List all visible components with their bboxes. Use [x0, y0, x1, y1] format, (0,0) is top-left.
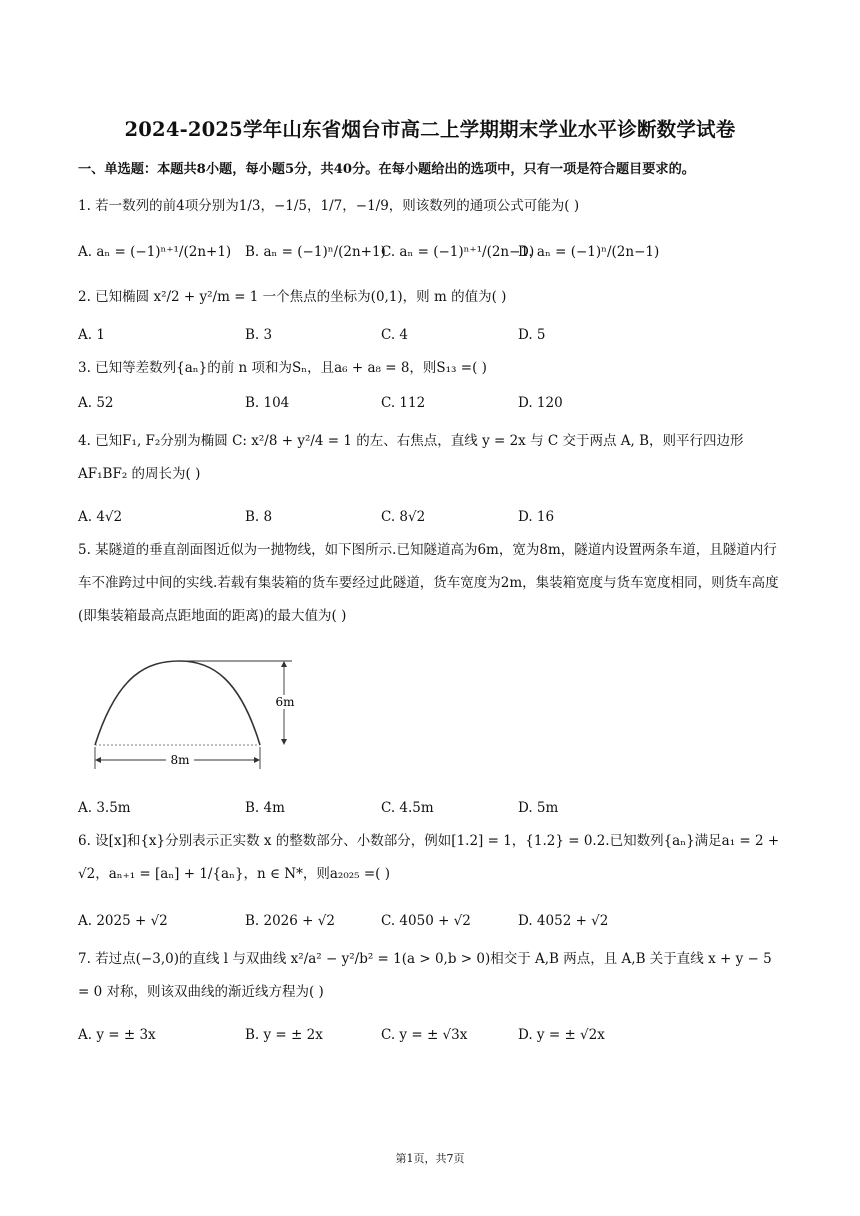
option-d: D. 5: [518, 327, 546, 343]
option-a: A. aₙ = (−1)ⁿ⁺¹/(2n+1): [78, 244, 232, 260]
section-header: 一、单选题：本题共8小题，每小题5分，共40分。在每小题给出的选项中，只有一项是符合题目要求的。: [78, 162, 695, 177]
options-1: [78, 244, 783, 274]
option-b: B. 3: [245, 327, 273, 343]
option-b: B. aₙ = (−1)ⁿ/(2n+1): [245, 244, 386, 260]
option-c: C. y = ± √3x: [381, 1027, 468, 1043]
option-d: D. 16: [518, 509, 555, 525]
question-7: 7. 若过点(−3,0)的直线 l 与双曲线 x²/a² − y²/b² = 1(a > 0,b > 0)相交于 A,B 两点，且 A,B 关于直线 x + y − 5 = 0 对称，则该双曲线的渐近线方程为( ): [78, 951, 772, 1000]
option-a: A. 52: [78, 395, 114, 411]
option-a: A. 2025 + √2: [78, 913, 168, 929]
option-a: A. y = ± 3x: [78, 1027, 156, 1043]
option-c: C. 4.5m: [381, 800, 434, 816]
option-c: C. 4: [381, 327, 409, 343]
arrow-down: [281, 739, 287, 745]
height-label: 6m: [275, 695, 295, 709]
option-c: C. 4050 + √2: [381, 913, 471, 929]
question-1: 1. 若一数列的前4项分别为1/3，−1/5，1/7，−1/9，则该数列的通项公式可能为( ): [78, 198, 580, 214]
arrow-up: [281, 661, 287, 667]
arrow-left: [95, 757, 101, 763]
arrow-right: [254, 757, 260, 763]
option-d: D. 4052 + √2: [518, 913, 609, 929]
option-b: B. 2026 + √2: [245, 913, 335, 929]
question-6: 6. 设[x]和{x}分别表示正实数 x 的整数部分、小数部分，例如[1.2] = 1，{1.2} = 0.2.已知数列{aₙ}满足a₁ = 2 + √2，aₙ₊₁ = [aₙ] + 1/{aₙ}，n ∈ N*，则a₂₀₂₅ =( ): [78, 833, 780, 882]
tunnel-diagram: [88, 655, 300, 773]
option-b: B. y = ± 2x: [245, 1027, 323, 1043]
question-3: 3. 已知等差数列{aₙ}的前 n 项和为Sₙ，且a₆ + a₈ = 8，则S₁₃ =( ): [78, 360, 487, 376]
option-b: B. 4m: [245, 800, 285, 816]
option-d: D. 5m: [518, 800, 559, 816]
question-5: 5. 某隧道的垂直剖面图近似为一抛物线，如下图所示.已知隧道高为6m，宽为8m，隧道内设置两条车道，且隧道内行车不准跨过中间的实线.若载有集装箱的货车要经过此隧道，货车宽度为2m，集装箱宽度与货车宽度相同，则货车高度(即集装箱最高点距地面的距离)的最大值为( ): [78, 542, 779, 624]
width-label: 8m: [170, 753, 190, 767]
option-d: D. aₙ = (−1)ⁿ/(2n−1): [518, 244, 660, 260]
options-3: [78, 395, 783, 425]
option-c: C. aₙ = (−1)ⁿ⁺¹/(2n−1): [381, 244, 535, 260]
option-b: B. 104: [245, 395, 290, 411]
parabola-arch: [95, 661, 260, 745]
options-6: [78, 913, 783, 943]
option-a: A. 4√2: [78, 509, 123, 525]
option-c: C. 8√2: [381, 509, 426, 525]
options-7: [78, 1027, 783, 1057]
option-c: C. 112: [381, 395, 426, 411]
option-d: D. y = ± √2x: [518, 1027, 605, 1043]
question-2: 2. 已知椭圆 x²/2 + y²/m = 1 一个焦点的坐标为(0,1)，则 m 的值为( ): [78, 289, 507, 305]
option-a: A. 1: [78, 327, 105, 343]
page-footer: 第1页，共7页: [395, 1152, 465, 1165]
option-d: D. 120: [518, 395, 563, 411]
option-a: A. 3.5m: [78, 800, 131, 816]
exam-title: 2024-2025学年山东省烟台市高二上学期期末学业水平诊断数学试卷: [124, 118, 736, 141]
question-4: 4. 已知F₁, F₂分别为椭圆 C: x²/8 + y²/4 = 1 的左、右焦点，直线 y = 2x 与 C 交于两点 A, B，则平行四边形 AF₁BF₂ 的周长为( ): [78, 433, 744, 482]
option-b: B. 8: [245, 509, 273, 525]
